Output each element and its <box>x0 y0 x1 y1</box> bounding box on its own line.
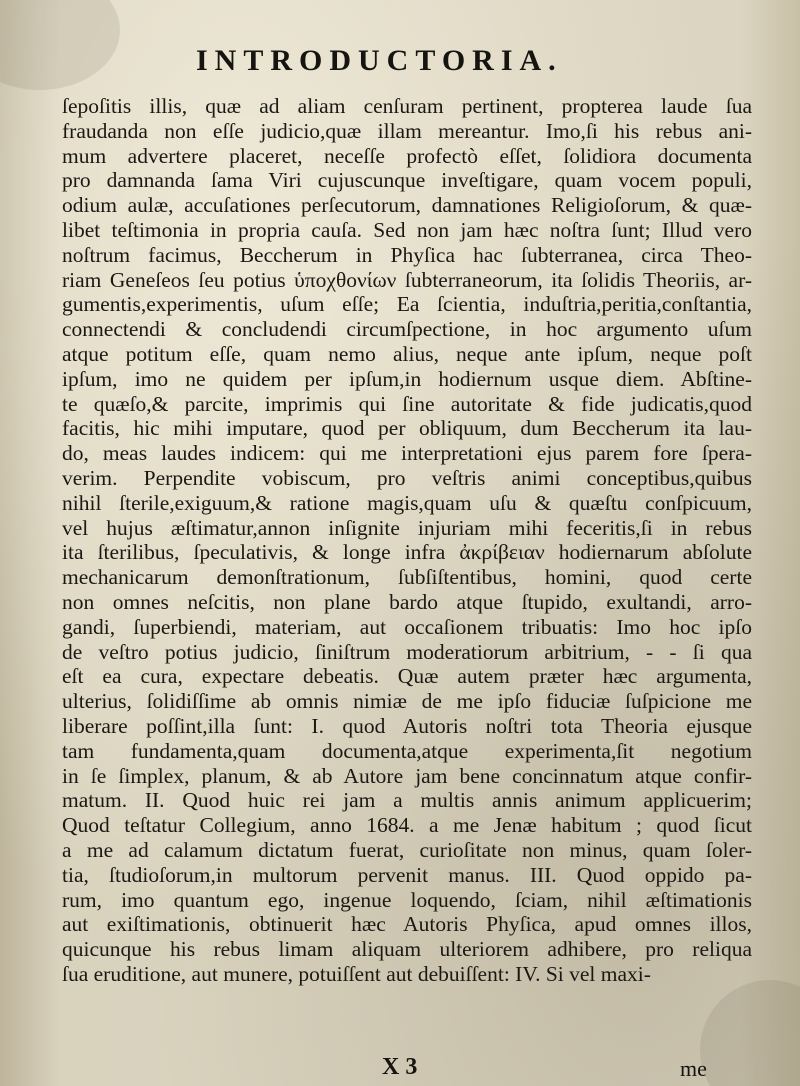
text-line: liberare poſſint,illa ſunt: I. quod Autoris noſtri tota Theoria ejusque <box>62 713 752 738</box>
text-line: vel hujus æſtimatur,annon inſignite injuriam mihi feceritis,ſi in rebus <box>62 515 752 540</box>
text-line: eſt ea cura, expectare debeatis. Quæ autem præter hæc argumenta, <box>62 664 752 689</box>
text-line: a me ad calamum dictatum fuerat, curioſitate non minus, quam ſoler- <box>62 837 752 862</box>
text-line: riam Geneſeos ſeu potius ὑποχθονίων ſubterraneorum, ita ſolidis Theoriis, ar- <box>62 267 752 292</box>
text-line: connectendi & concludendi circumſpectione, in hoc argumento uſum <box>62 317 752 342</box>
text-line: verim. Perpendite vobiscum, pro veſtris animi conceptibus,quibus <box>62 465 752 490</box>
text-line: de veſtro potius judicio, ſiniſtrum moderatiorum arbitrium, - - ſi qua <box>62 639 752 664</box>
text-line: do, meas laudes indicem: qui me interpretationi ejus parem fore ſpera- <box>62 441 752 466</box>
text-line: ipſum, imo ne quidem per ipſum,in hodiernum usque diem. Abſtine- <box>62 366 752 391</box>
text-line: te quæſo,& parcite, imprimis qui ſine autoritate & fide judicatis,quod <box>62 391 752 416</box>
text-line: gandi, ſuperbiendi, materiam, aut occaſionem tribuatis: Imo hoc ipſo <box>62 614 752 639</box>
text-line: nihil ſterile,exiguum,& ratione magis,quam uſu & quæſtu conſpicuum, <box>62 490 752 515</box>
text-line: libet teſtimonia in propria cauſa. Sed non jam hæc noſtra ſunt; Illud vero <box>62 217 752 242</box>
catchword: me <box>680 1056 707 1081</box>
signature-mark: X 3 <box>382 1054 418 1080</box>
text-line: aut exiſtimationis, obtinuerit hæc Autoris Phyſica, apud omnes illos, <box>62 912 752 937</box>
text-line: tia, ſtudioſorum,in multorum pervenit manus. III. Quod oppido pa- <box>62 862 752 887</box>
running-head: INTRODUCTORIA. <box>196 44 563 77</box>
text-line: Quod teſtatur Collegium, anno 1684. a me Jenæ habitum ; quod ſicut <box>62 813 752 838</box>
text-line: gumentis,experimentis, uſum eſſe; Ea ſcientia, induſtria,peritia,conſtantia, <box>62 292 752 317</box>
text-line: in ſe ſimplex, planum, & ab Autore jam bene concinnatum atque confir- <box>62 763 752 788</box>
text-line: matum. II. Quod huic rei jam a multis annis animum applicuerim; <box>62 788 752 813</box>
paper-stain <box>0 0 120 90</box>
text-line: tam fundamenta,quam documenta,atque experimenta,ſit negotium <box>62 738 752 763</box>
text-line: ulterius, ſolidiſſime ab omnis nimiæ de me ipſo fiduciæ ſuſpicione me <box>62 689 752 714</box>
text-line: ſepoſitis illis, quæ ad aliam cenſuram pertinent, propterea laude ſua <box>62 94 752 118</box>
text-line: rum, imo quantum ego, ingenue loquendo, ſciam, nihil æſtimationis <box>62 887 752 912</box>
text-line: facitis, hic mihi imputare, quod per obliquum, dum Beccherum ita lau- <box>62 416 752 441</box>
text-line: noſtrum facimus, Beccherum in Phyſica hac ſubterranea, circa Theo- <box>62 242 752 267</box>
text-line: ſua eruditione, aut munere, potuiſſent aut debuiſſent: IV. Si vel maxi- <box>62 961 651 986</box>
text-line: non omnes neſcitis, non plane bardo atque ſtupido, exultandi, arro- <box>62 589 752 614</box>
text-line: odium aulæ, accuſationes perſecutorum, damnationes Religioſorum, & quæ- <box>62 193 752 218</box>
text-line: mum advertere placeret, neceſſe profectò eſſet, ſolidiora documenta <box>62 143 752 168</box>
text-line: fraudanda non eſſe judicio,quæ illam mereantur. Imo,ſi his rebus ani- <box>62 118 752 143</box>
text-line: ita ſterilibus, ſpeculativis, & longe infra ἀκρίβειαν hodiernarum abſolute <box>62 540 752 565</box>
text-line: atque potitum eſſe, quam nemo alius, neque ante ipſum, neque poſt <box>62 341 752 366</box>
page-footer <box>0 1054 800 1084</box>
text-line: mechanicarum demonſtrationum, ſubſiſtentibus, homini, quod certe <box>62 565 752 590</box>
text-line: pro damnanda ſama Viri cujuscunque inveſtigare, quam vocem populi, <box>62 168 752 193</box>
body-text <box>62 94 752 987</box>
text-line: quicunque his rebus limam aliquam ulteriorem adhibere, pro reliqua <box>62 937 752 962</box>
